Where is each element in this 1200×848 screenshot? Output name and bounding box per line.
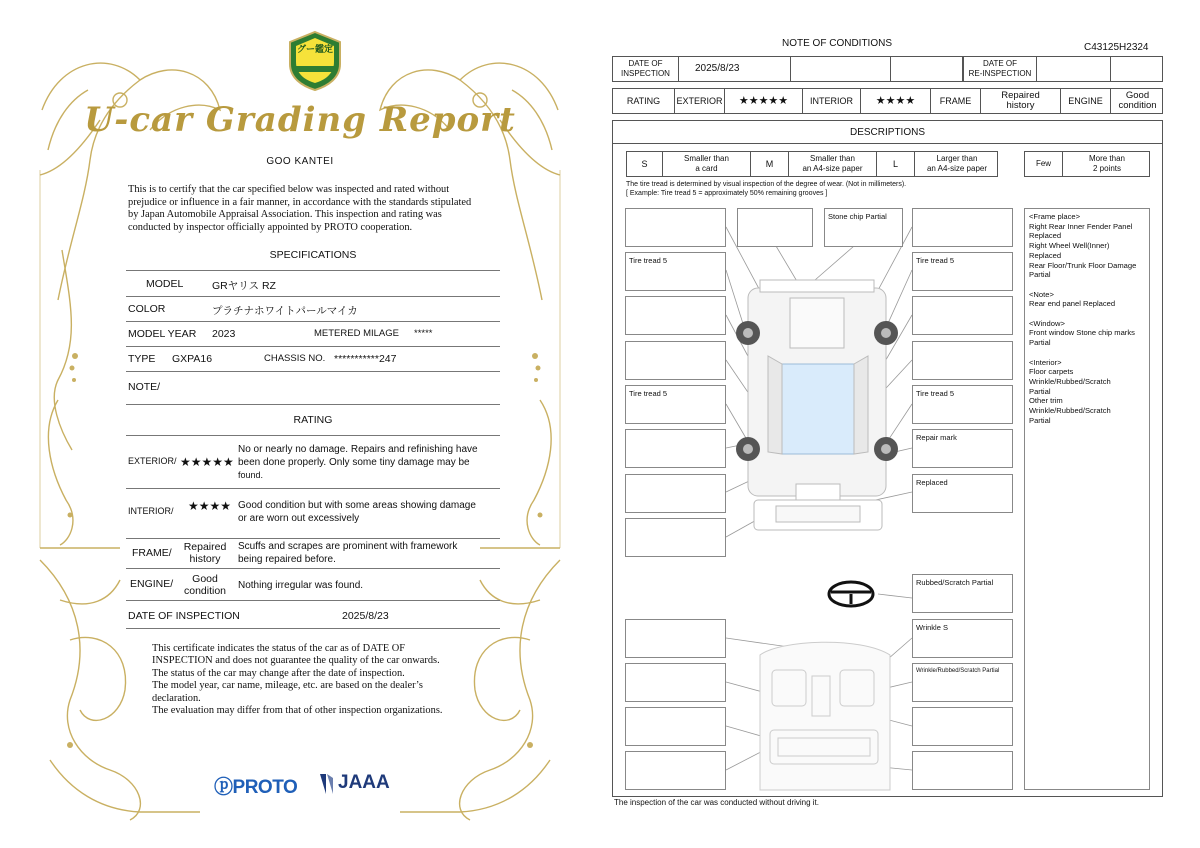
rating-engine-desc: Nothing irregular was found. xyxy=(238,580,364,591)
rating-heading: RATING xyxy=(293,414,333,426)
damage-box xyxy=(912,296,1013,335)
damage-box xyxy=(625,474,726,513)
damage-box xyxy=(625,341,726,380)
rating-frame-desc: Scuffs and scrapes are prominent with framework being repaired before. xyxy=(238,541,458,565)
jaaa-logo-icon xyxy=(318,772,334,796)
damage-box xyxy=(625,707,726,746)
damage-box-tire-fl: Tire tread 5 xyxy=(625,252,726,291)
count-legend: Few More than 2 points xyxy=(1024,151,1150,177)
report-code: C43125H2324 xyxy=(1084,42,1149,53)
damage-box xyxy=(625,619,726,658)
rating-row: RATING EXTERIOR ★★★★★ INTERIOR ★★★★ FRAME Repaired history ENGINE Good condition xyxy=(612,88,1163,114)
note-of-conditions-page xyxy=(600,0,1200,848)
grading-report-page: グー鑑定 U-car Grading Report GOO KANTEI This is to certify that the car specified below was inspected and rated without prejudice or influence in a fair manner, in accordance with the standards stipulated by Japan Automobile Appraisal Association. This inspection and rating was conducted by inspector officially appointed by PROTO cooperation. SPECIFICATIONS MODEL GRヤリス RZ COLOR プラチナホワイトパールマイカ MODEL YEAR 2023 METERED MILAGE ***** TYPE GXPA16 CHASSIS NO. ***********247 NOTE/ RATING EXTERIOR/ ★★★★★ No or nearly no damage. Repairs and refinishing have been done properly. Only some tiny damage may be found. INTERIOR/ ★★★★ Good condition but with some areas showing damage or are worn out excessively FRAME/ Repaired history Scuffs and scrapes are prominent with framework being repaired before. ENGINE/ Good condition Nothing irregular was found. DATE OF INSPECTION 2025/8/23 This certificate indicates the status of the car as of DATE OF INSPECTION and does not guarantee the quality of the car onwards. The status of the car may change after the date of inspection. The model year, car name, mileage, etc. are based on the dealer’s declaration. The evaluation may differ from that of other inspection organizations. ⓟPROTO JAAA xyxy=(0,0,600,848)
damage-box-replaced: Replaced xyxy=(912,474,1013,513)
damage-box-repair-mark: Repair mark xyxy=(912,429,1013,468)
proto-logo: ⓟPROTO xyxy=(214,777,298,798)
exterior-stars: ★★★★★ xyxy=(725,89,803,113)
damage-box-steering: Rubbed/Scratch Partial xyxy=(912,574,1013,613)
damage-box xyxy=(625,518,726,557)
damage-box-tire-fr: Tire tread 5 xyxy=(912,252,1013,291)
damage-box xyxy=(912,341,1013,380)
conditions-title: NOTE OF CONDITIONS xyxy=(782,38,892,49)
specifications-heading: SPECIFICATIONS xyxy=(269,249,357,261)
descriptions-heading: DESCRIPTIONS xyxy=(612,120,1163,144)
rating-engine-row: ENGINE/ Good condition xyxy=(130,573,227,597)
size-legend: S Smaller than a card M Smaller than an A4-size paper L Larger than an A4-size paper xyxy=(626,151,998,177)
certificate-text: This is to certify that the car specified below was inspected and rated without prejudice or influence in a fair manner, in accordance with the standards stipulated by Japan Automobile Appraisal Association. This inspection and rating was conducted by inspector officially appointed by PROTO cooperation. xyxy=(128,184,472,233)
damage-box xyxy=(912,208,1013,247)
report-title: U-car Grading Report xyxy=(84,100,516,140)
damage-box-wrinkle: Wrinkle S xyxy=(912,619,1013,658)
damage-box xyxy=(737,208,813,247)
damage-box xyxy=(625,208,726,247)
footer-logos xyxy=(214,770,404,800)
damage-box xyxy=(912,707,1013,746)
inspection-date-value: 2025/8/23 xyxy=(679,57,791,81)
goo-kantei-badge-icon xyxy=(288,30,342,92)
damage-box xyxy=(912,751,1013,790)
steering-wheel-icon xyxy=(829,582,873,606)
damage-box xyxy=(625,296,726,335)
damage-box xyxy=(625,751,726,790)
condition-notes: <Frame place> Right Rear Inner Fender Panel Replaced Right Wheel Well(Inner) Replaced Rear Floor/Trunk Floor Damage Partial <Note> Rear end panel Replaced <Window> Front window Stone chip marks Partial <Interior> Floor carpets Wrinkle/Rubbed/Scratch Partial Other trim Wrinkle/Rubbed/Scratch Partial xyxy=(1024,208,1150,790)
rating-exterior-desc: No or nearly no damage. Repairs and refinishing have been done properly. Only some tiny damage may be found. xyxy=(238,444,478,480)
damage-box-tire-rr: Tire tread 5 xyxy=(912,385,1013,424)
damage-box-tire-rl: Tire tread 5 xyxy=(625,385,726,424)
rating-frame-row: FRAME/ Repaired history xyxy=(132,541,227,565)
report-subtitle: GOO KANTEI xyxy=(266,156,334,167)
tire-tread-note: The tire tread is determined by visual inspection of the degree of wear. (Not in millimeters). [ Example: Tire tread 5 = approximately 50% remaining grooves ] xyxy=(626,181,907,197)
damage-box xyxy=(625,663,726,702)
date-row: DATE OF INSPECTION 2025/8/23 DATE OF RE-INSPECTION xyxy=(612,56,1163,82)
damage-box xyxy=(625,429,726,468)
damage-box-wrinkle-rubbed: Wrinkle/Rubbed/Scratch Partial xyxy=(912,663,1013,702)
jaaa-logo: JAAA xyxy=(338,772,390,793)
badge-text: グー鑑定 xyxy=(296,44,333,54)
interior-stars: ★★★★ xyxy=(861,89,931,113)
damage-box-stone-chip: Stone chip Partial xyxy=(824,208,903,247)
rating-interior-desc: Good condition but with some areas showing damage or are worn out excessively xyxy=(238,500,476,524)
closing-text: This certificate indicates the status of the car as of DATE OF INSPECTION and does not guarantee the quality of the car onwards. The status of the car may change after the date of inspection. The model year, car name, mileage, etc. are based on the dealer’s declaration. The evaluation may differ from that of other inspection organizations. xyxy=(152,643,443,717)
inspection-footer: The inspection of the car was conducted without driving it. xyxy=(614,798,819,807)
